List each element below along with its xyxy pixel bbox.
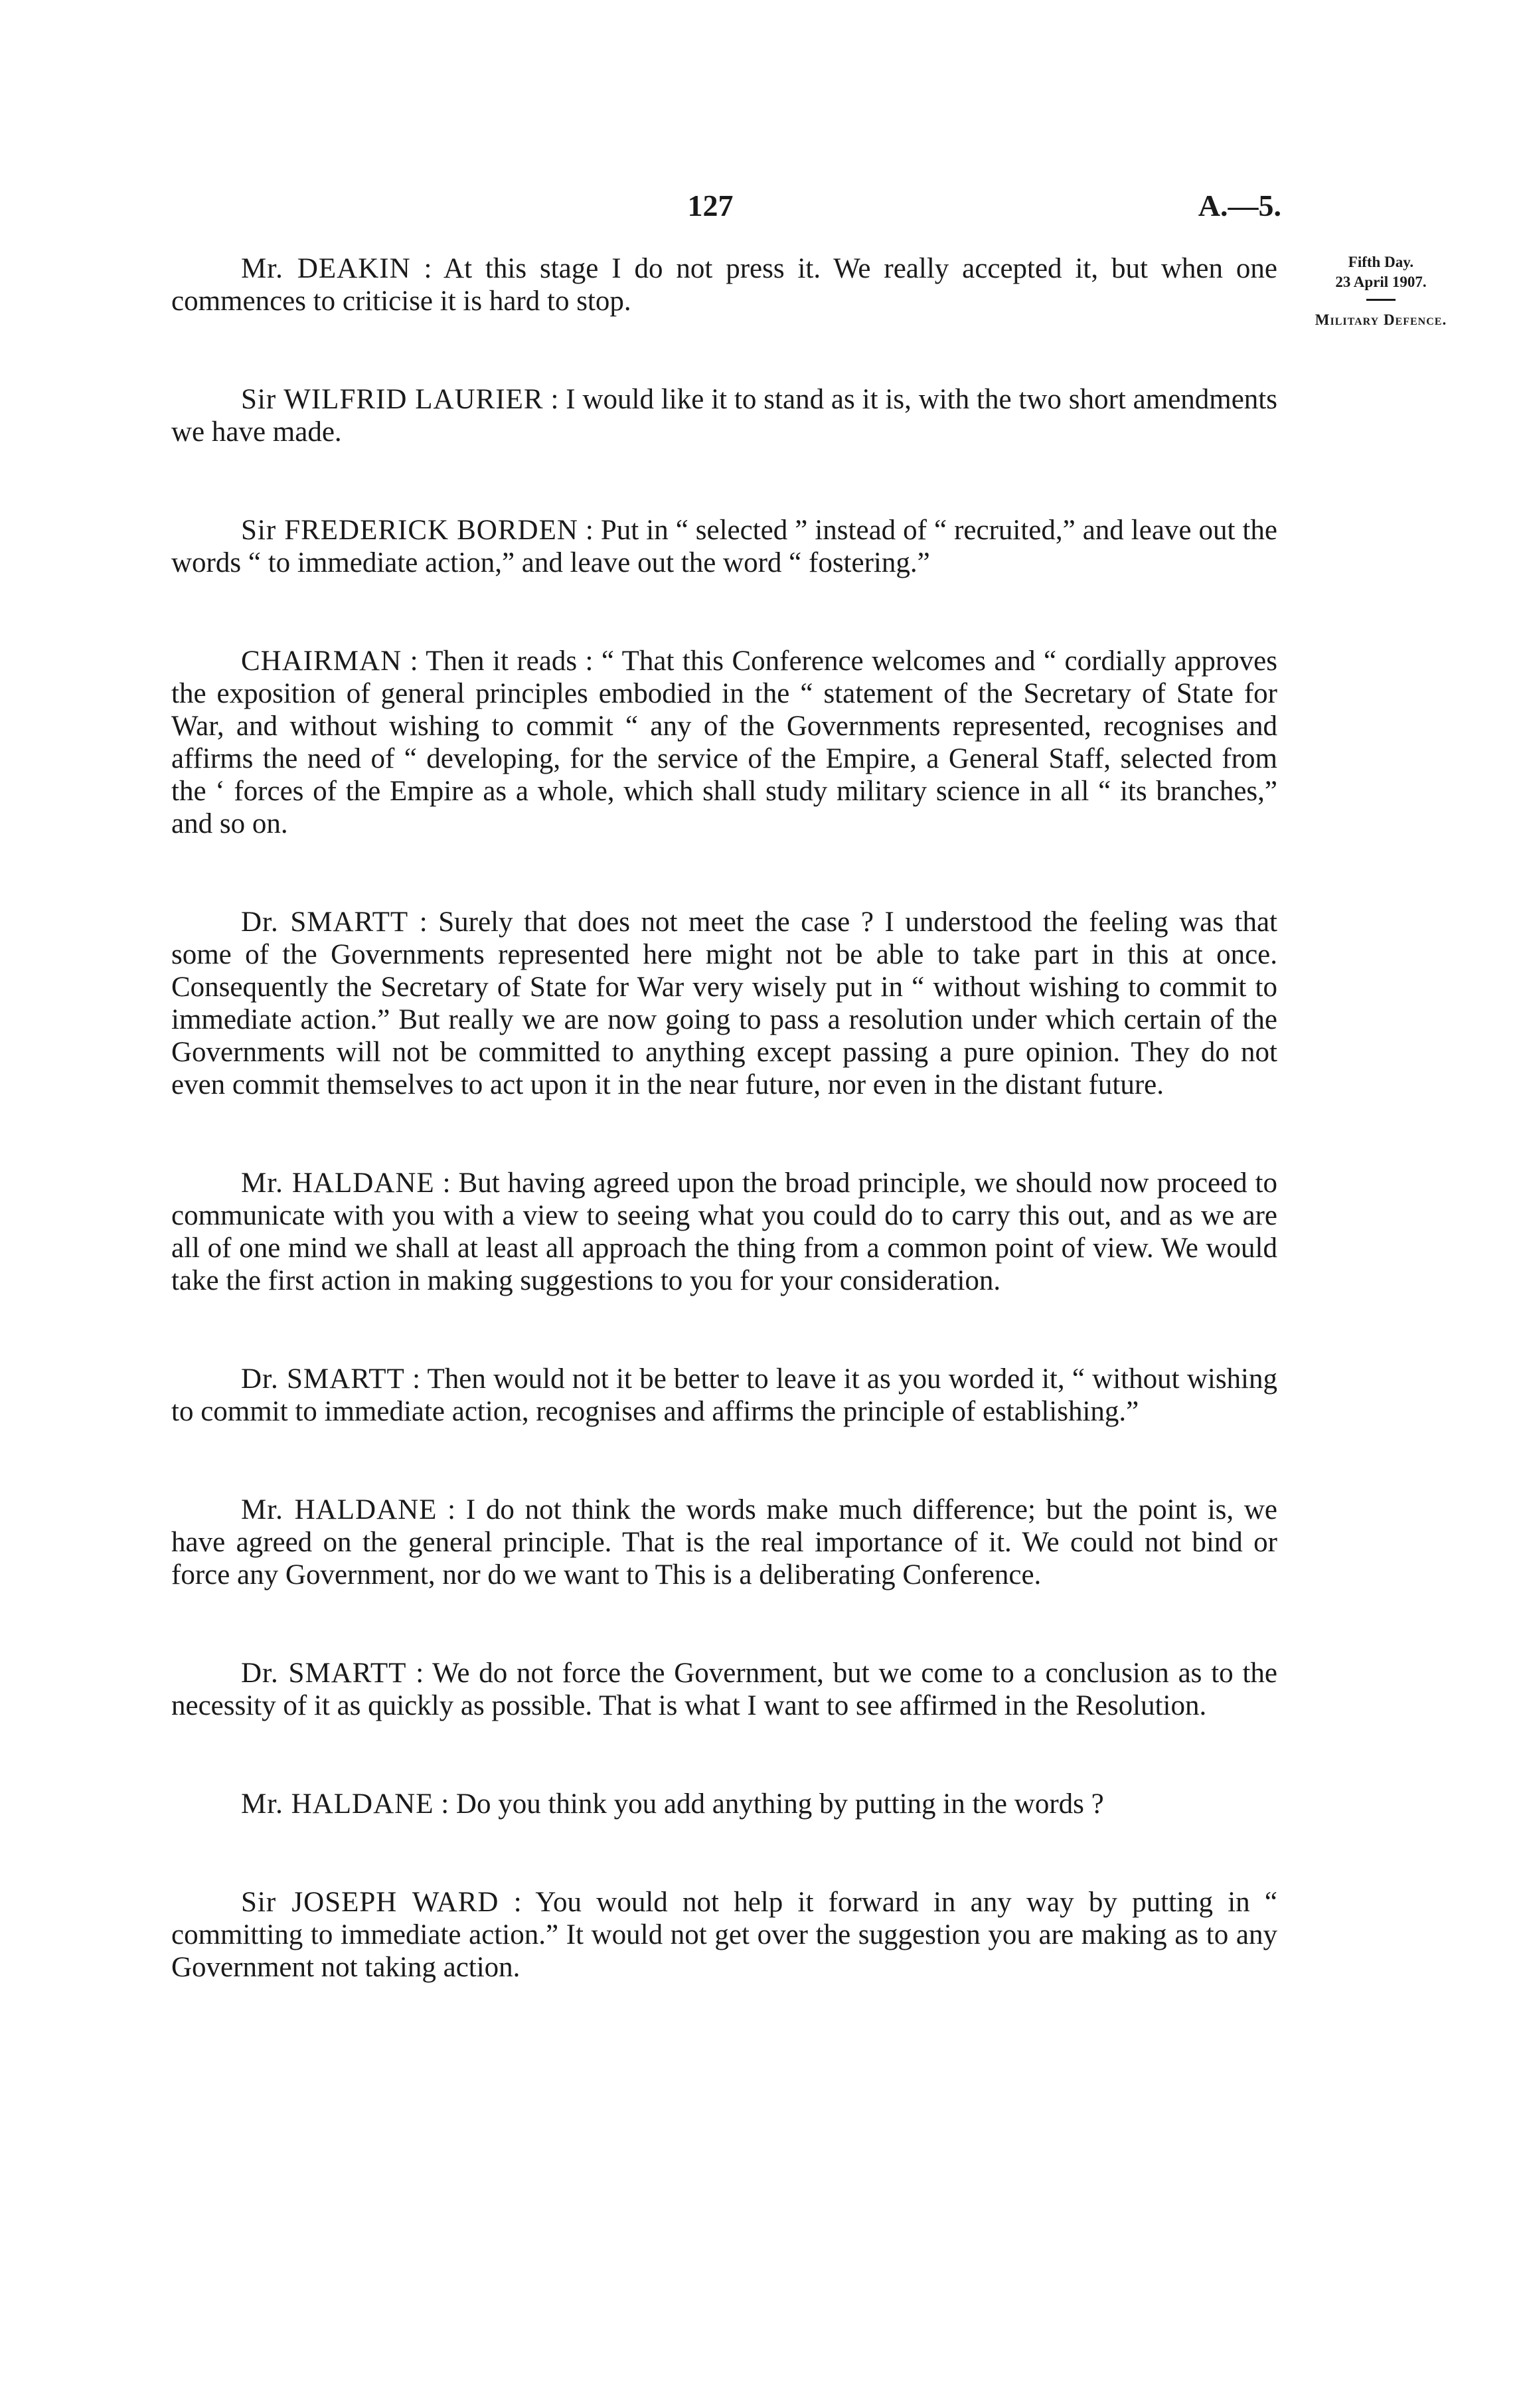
speech-text: : But having agreed upon the broad principle, we should now proceed to communicate with you with a view to seeing what you could do to carry this out, and as we are all of one mind we shall at least all approach the thing from a common point of view. We would take the first action in making suggestions to you for your consideration.: [171, 1167, 1277, 1296]
paragraph-smartt-3: [171, 1657, 1277, 1722]
speech-text: : I do not think the words make much difference; but the point is, we have agreed on the general principle. That is the real importance of it. We could not bind or force any Government, nor do we want to This is a deliberating Conference.: [171, 1494, 1277, 1591]
paragraph-deakin-1: [171, 252, 1277, 317]
paragraph-ward-1: [171, 1886, 1277, 1984]
margin-note: [1301, 252, 1461, 330]
speaker-name: CHAIRMAN: [241, 645, 402, 677]
speaker-name: Mr. HALDANE: [241, 1167, 435, 1199]
margin-note-date: 23 April 1907.: [1335, 274, 1427, 290]
page-number: 127: [687, 189, 734, 222]
speaker-name: Dr. SMARTT: [241, 1363, 405, 1395]
transcript-body: [171, 252, 1277, 2049]
speaker-name: Dr. SMARTT: [241, 906, 409, 938]
speaker-name: Sir JOSEPH WARD: [241, 1887, 499, 1918]
paragraph-haldane-1: [171, 1167, 1277, 1297]
speaker-name: Sir WILFRID LAURIER: [241, 384, 544, 415]
speech-text: : You would not help it forward in any way by putting in “ committing to immediate action.” It would not get over the suggestion you are making as to any Government not taking action.: [171, 1887, 1277, 1983]
speech-text: : Then it reads : “ That this Conference welcomes and “ cordially approves the exposition of general principles embodied in the “ statement of the Secretary of State for War, and without wishing to commit “ any of the Governments represented, recognises and affirms the need of “ developing, for the service of the Empire, a General Staff, selected from the ‘ forces of the Empire as a whole, which shall study military science in all “ its branches,” and so on.: [171, 645, 1277, 839]
paragraph-haldane-3: [171, 1788, 1277, 1820]
speaker-name: Dr. SMARTT: [241, 1658, 407, 1689]
paragraph-smartt-2: [171, 1363, 1277, 1428]
speech-text: : I would like it to stand as it is, with the two short amendments we have made.: [171, 384, 1277, 448]
margin-note-divider: [1366, 299, 1396, 301]
margin-note-topic: Military Defence.: [1315, 311, 1447, 328]
speech-text: : Put in “ selected ” instead of “ recruited,” and leave out the words “ to immediate action,” and leave out the word “ fostering.”: [171, 515, 1278, 578]
speech-text: : Then would not it be better to leave it as you worded it, “ without wishing to commit to immediate action, recognises and affirms the principle of establishing.”: [171, 1363, 1277, 1427]
speech-text: : Do you think you add anything by putting in the words ?: [441, 1788, 1104, 1820]
speaker-name: Mr. HALDANE: [241, 1494, 438, 1525]
speech-text: : We do not force the Government, but we come to a conclusion as to the necessity of it as quickly as possible. That is what I want to see affirmed in the Resolution.: [171, 1658, 1277, 1721]
speaker-name: Sir FREDERICK BORDEN: [241, 515, 578, 546]
margin-note-day: Fifth Day.: [1348, 254, 1414, 270]
paragraph-laurier-1: [171, 383, 1277, 448]
paper-code: A.—5.: [1198, 189, 1281, 222]
speaker-name: Mr. DEAKIN: [241, 253, 411, 284]
paragraph-haldane-2: [171, 1494, 1277, 1591]
paragraph-smartt-1: [171, 906, 1277, 1101]
speech-text: : At this stage I do not press it. We really accepted it, but when one commences to criticise it is hard to stop.: [171, 253, 1277, 317]
paragraph-borden-1: [171, 514, 1277, 579]
paragraph-chairman-1: [171, 645, 1277, 840]
speaker-name: Mr. HALDANE: [241, 1788, 434, 1820]
speech-text: : Surely that does not meet the case ? I understood the feeling was that some of the Governments represented here might not be able to take part in this at once. Consequently the Secretary of State for War very wisely put in “ without wishing to commit to immediate action.” But really we are now going to pass a resolution under which certain of the Governments will not be committed to anything except passing a pure opinion. They do not even commit themselves to act upon it in the near future, nor even in the distant future.: [171, 906, 1277, 1100]
